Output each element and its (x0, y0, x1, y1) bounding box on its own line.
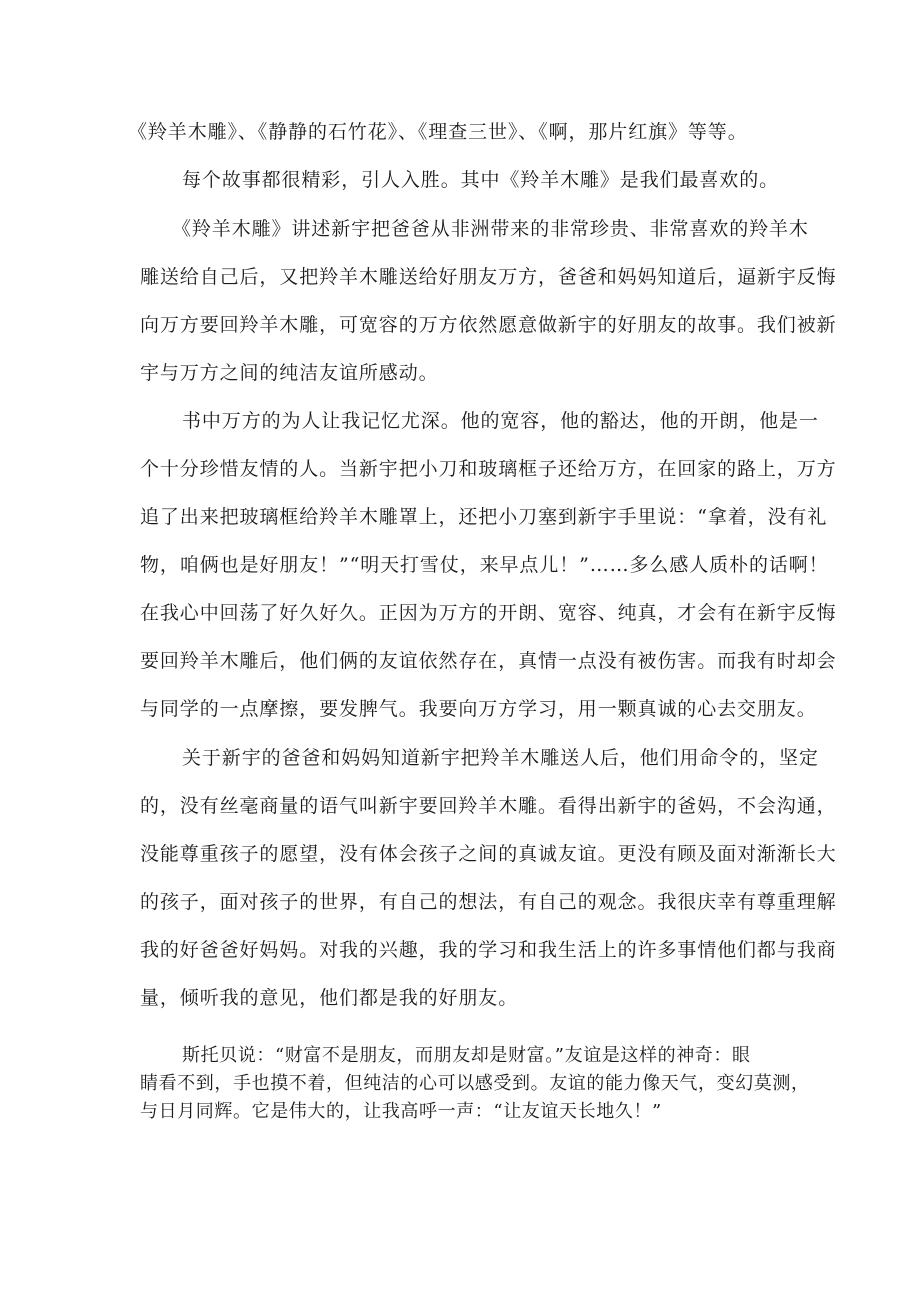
text-line: 量，倾听我的意见，他们都是我的好朋友。 (140, 987, 519, 1009)
text-line: 我的好爸爸好妈妈。对我的兴趣，我的学习和我生活上的许多事情他们都与我商 (140, 939, 837, 961)
text-line: 个十分珍惜友情的人。当新宇把小刀和玻璃框子还给万方，在回家的路上，万方 (140, 458, 837, 480)
text-line: 宇与万方之间的纯洁友谊所感动。 (140, 362, 439, 384)
text-line: 每个故事都很精彩，引人入胜。其中《羚羊木雕》是我们最喜欢的。 (182, 169, 780, 191)
text-line: 雕送给自己后，又把羚羊木雕送给好朋友万方，爸爸和妈妈知道后，逼新宇反悔 (140, 266, 837, 288)
text-line: 《羚羊木雕》讲述新宇把爸爸从非洲带来的非常珍贵、非常喜欢的羚羊木 (172, 218, 809, 240)
text-line: 关于新宇的爸爸和妈妈知道新宇把羚羊木雕送人后，他们用命令的，坚定 (182, 747, 819, 769)
text-line: 向万方要回羚羊木雕，可宽容的万方依然愿意做新宇的好朋友的故事。我们被新 (140, 314, 837, 336)
text-line: 要回羚羊木雕后，他们俩的友谊依然存在，真情一点没有被伤害。而我有时却会 (140, 650, 837, 672)
text-line: 《羚羊木雕》、《静静的石竹花》、《理查三世》、《啊，那片红旗》等等。 (128, 121, 748, 143)
text-line: 睛看不到，手也摸不着，但纯洁的心可以感受到。友谊的能力像天气，变幻莫测， (140, 1073, 810, 1094)
text-line: 物，咱俩也是好朋友！”“明天打雪仗，来早点儿！”……多么感人质朴的话啊！ (140, 554, 829, 576)
text-line: 追了出来把玻璃框给羚羊木雕罩上，还把小刀塞到新宇手里说：“拿着，没有礼 (140, 506, 828, 528)
text-line: 的孩子，面对孩子的世界，有自己的想法，有自己的观念。我很庆幸有尊重理解 (140, 891, 837, 913)
text-line: 在我心中回荡了好久好久。正因为万方的开朗、宽容、纯真，才会有在新宇反悔 (140, 602, 837, 624)
text-line: 与日月同辉。它是伟大的，让我高呼一声：“让友谊天长地久！” (140, 1101, 662, 1122)
text-line: 书中万方的为人让我记忆尤深。他的宽容，他的豁达，他的开朗，他是一 (182, 410, 819, 432)
text-line: 的，没有丝毫商量的语气叫新宇要回羚羊木雕。看得出新宇的爸妈，不会沟通， (140, 795, 837, 817)
text-line: 斯托贝说：“财富不是朋友，而朋友却是财富。”友谊是这样的神奇：眼 (182, 1045, 751, 1066)
text-line: 与同学的一点摩擦，要发脾气。我要向万方学习，用一颗真诚的心去交朋友。 (140, 698, 817, 720)
text-line: 没能尊重孩子的愿望，没有体会孩子之间的真诚友谊。更没有顾及面对渐渐长大 (140, 843, 837, 865)
